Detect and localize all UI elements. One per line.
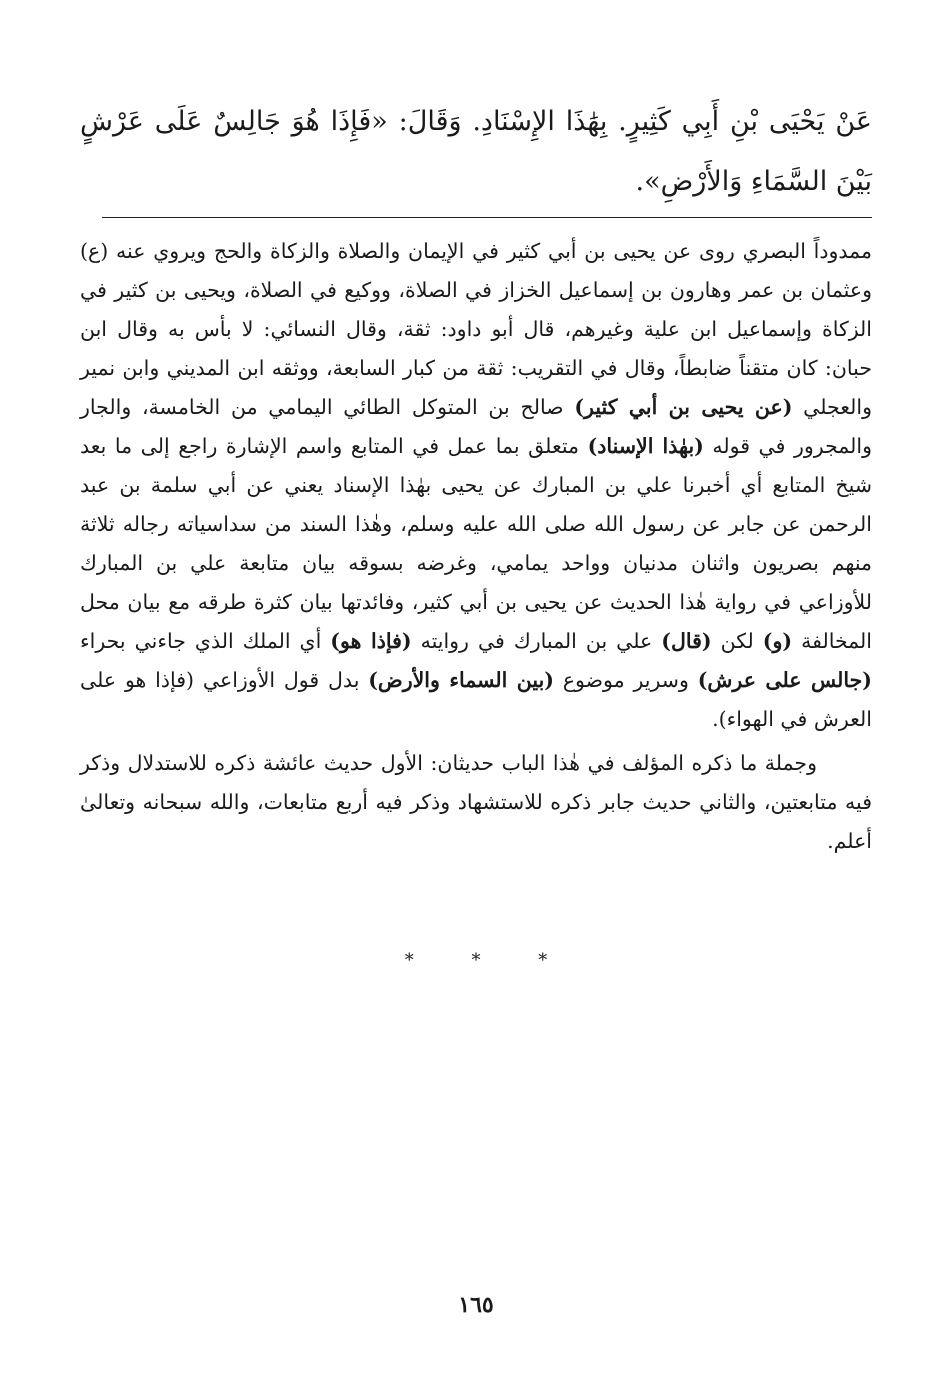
quoted-phrase: (بهٰذا الإسناد): [587, 434, 704, 458]
commentary-text: لكن: [711, 629, 763, 653]
footnote-divider: [102, 217, 872, 218]
quoted-phrase: (بين السماء والأرض): [368, 668, 554, 692]
commentary-text: متعلق بما عمل في المتابع واسم الإشارة راجع إلى ما بعد شيخ المتابع أي أخبرنا علي بن المبارك عن يحيى بهٰذا الإسناد يعني عن أبي سلمة بن عبد الرحمن عن جابر عن رسول الله صلى الله عليه وسلم، وهٰذا السند من سداسياته رجاله ثلاثة منهم بصريون واثنان مدنيان وواحد يمامي، وغرضه بسوقه بيان متابعة علي بن المبارك للأوزاعي في رواية هٰذا الحديث عن يحيى بن أبي كثير، وفائدتها بيان كثرة طرقه مع بيان محل المخالفة: [80, 434, 872, 653]
section-separator-stars: * * *: [404, 950, 574, 971]
commentary-text: بدل قول الأوزاعي (فإذا هو على العرش في الهواء).: [80, 668, 872, 731]
quoted-phrase: (قال): [661, 629, 712, 653]
hadith-main-text: عَنْ يَحْيَى بْنِ أَبِي كَثِيرٍ. بِهَٰذَا الإِسْنَادِ. وَقَالَ: «فَإِذَا هُوَ جَالِسٌ عَلَى عَرْشٍ بَيْنَ السَّمَاءِ وَالأَرْضِ».: [80, 106, 872, 197]
commentary-text: وسرير موضوع: [553, 668, 698, 692]
commentary-text: صالح بن المتوكل الطائي اليمامي من الخامسة، والجار والمجرور في قوله: [80, 395, 872, 458]
quoted-phrase: (و): [762, 629, 793, 653]
commentary-block: [80, 232, 872, 861]
page-number: ١٦٥: [458, 1292, 494, 1318]
commentary-paragraph-1: [80, 232, 872, 739]
quoted-phrase: (عن يحيى بن أبي كثير): [574, 395, 793, 419]
quoted-phrase: (جالس على عرش): [697, 668, 872, 692]
quoted-phrase: (فإذا هو): [330, 629, 412, 653]
commentary-text: ممدوداً البصري روى عن يحيى بن أبي كثير في الإيمان والصلاة والزكاة والحج ويروي عنه (ع) وعثمان بن عمر وهارون بن إسماعيل الخزاز في الصلاة، ووكيع في الصلاة، ويحيى بن كثير في الزكاة وإسماعيل ابن علية وغيرهم، قال أبو داود: ثقة، وقال النسائي: لا بأس به وقال ابن حبان: كان متقناً ضابطاً، وقال في التقريب: ثقة من كبار السابعة، ووثقه ابن المديني وابن نمير والعجلي: [80, 239, 872, 419]
commentary-text: علي بن المبارك في روايته: [411, 629, 662, 653]
commentary-paragraph-2: وجملة ما ذكره المؤلف في هٰذا الباب حديثان: الأول حديث عائشة ذكره للاستدلال وذكر فيه متابعتين، والثاني حديث جابر ذكره للاستشهاد وذكر فيه أربع متابعات، والله سبحانه وتعالىٰ أعلم.: [80, 751, 872, 853]
commentary-text: أي الملك الذي جاءني بحراء: [80, 629, 331, 653]
